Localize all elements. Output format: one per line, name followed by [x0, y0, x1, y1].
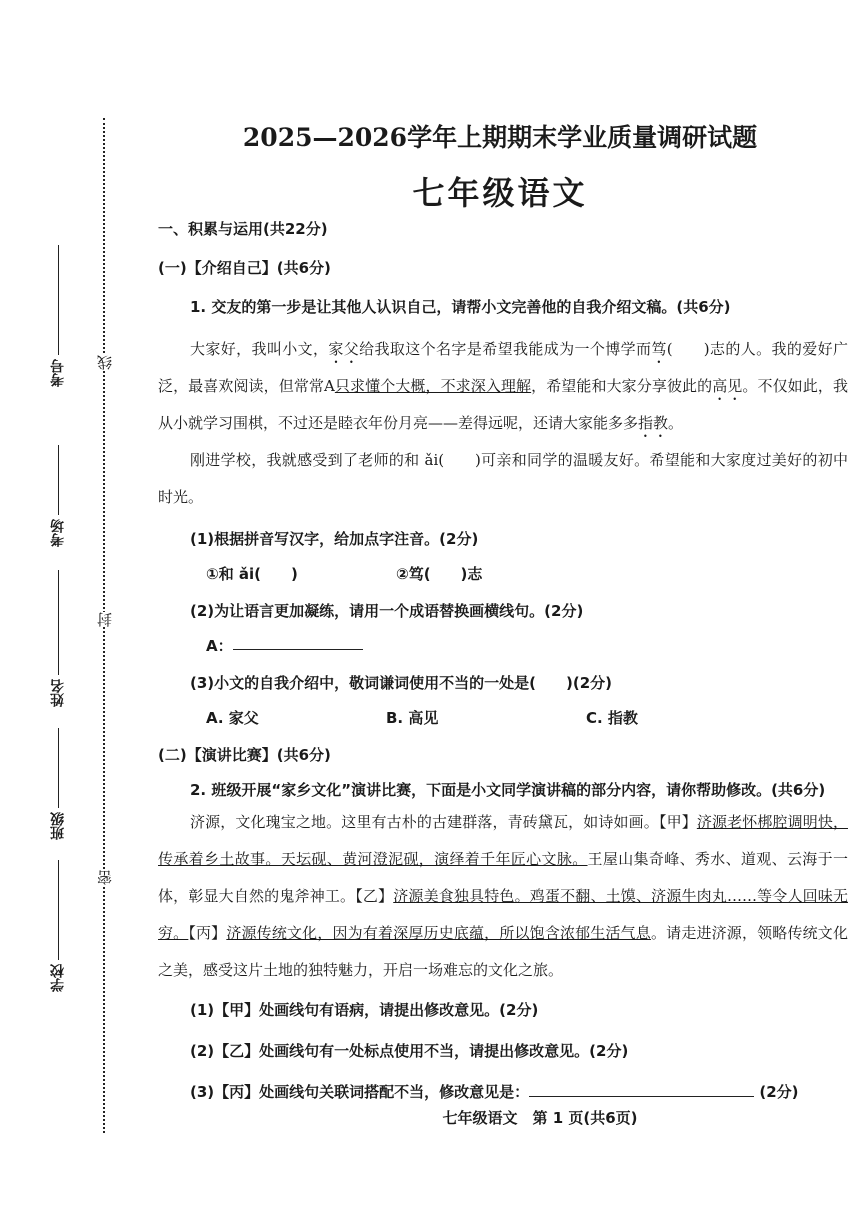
- answer-line-bing[interactable]: [529, 1082, 754, 1097]
- field-exam-room[interactable]: 考场: [36, 445, 80, 547]
- field-school[interactable]: 学校: [36, 860, 80, 992]
- q1-sub1-blanks: [158, 563, 848, 584]
- option-a[interactable]: A. 家父: [206, 709, 259, 727]
- dotted-word-zhijiao: 指教: [638, 414, 669, 432]
- field-name[interactable]: 姓名: [36, 570, 80, 707]
- q2-sub3: (3)【丙】处画线句关联词搭配不当，修改意见是： (2分): [190, 1083, 799, 1101]
- question-1-prompt: 1. 交友的第一步是让其他人认识自己，请帮小文完善他的自我介绍文稿。(共6分): [190, 298, 731, 316]
- field-exam-number[interactable]: 考号: [36, 245, 80, 387]
- speech-passage: 济源，文化瑰宝之地。这里有古朴的古建群落，青砖黛瓦，如诗如画。【甲】济源老怀梆腔调明快，传承着乡土故事。天坛砚、黄河澄泥砚，演绎着千年匠心文脉。王屋山集奇峰、秀水、道观、云海于一体，彰显大自然的鬼斧神工。【乙】济源美食独具特色。鸡蛋不翻、土馍、济源牛肉丸……等令人回味无穷。【丙】济源传统文化，因为有着深厚历史底蕴，所以饱含浓郁生活气息。请走进济源，领略传统文化之美，感受这片土地的独特魅力，开启一场难忘的文化之旅。: [158, 813, 848, 979]
- cut-word-xian: 线: [96, 355, 114, 370]
- blank-du-zhi[interactable]: ②笃( )志: [396, 565, 483, 583]
- option-c[interactable]: C. 指教: [586, 709, 638, 727]
- q2-sub1: (1)【甲】处画线句有语病，请提出修改意见。(2分): [190, 1001, 539, 1019]
- cut-word-mi: 密: [96, 870, 114, 885]
- intro-passage-para2: 刚进学校，我就感受到了老师的和 ǎi( )可亲和同学的温暖友好。希望能和大家度过美好的初中时光。: [158, 451, 848, 506]
- dotted-word-jiafu: 家父: [328, 340, 360, 358]
- q2-sub2: (2)【乙】处画线句有一处标点使用不当，请提出修改意见。(2分): [190, 1042, 629, 1060]
- answer-line-a[interactable]: [233, 635, 363, 650]
- option-b[interactable]: B. 高见: [386, 709, 439, 727]
- blank-he-ai[interactable]: ①和 ǎi( ): [206, 565, 298, 583]
- dotted-char-du: 笃: [651, 340, 667, 358]
- part1-heading: 一、积累与运用(共22分): [158, 220, 328, 238]
- q1-sub3-options: [158, 707, 848, 728]
- underlined-sentence-yi: 济源美食独具特色。鸡蛋不翻、土馍、济源牛肉丸……等令人回味无穷。: [158, 887, 848, 942]
- exam-subject: 七年级语文: [412, 174, 588, 212]
- q1-sub3: (3)小文的自我介绍中，敬词谦词使用不当的一处是( )(2分): [190, 674, 613, 692]
- underlined-sentence-jia: 济源老怀梆腔调明快，传承着乡土故事。天坛砚、黄河澄泥砚，演绎着千年匠心文脉。: [158, 813, 848, 868]
- q1-sub2-answer: A：: [158, 635, 848, 656]
- underlined-sentence-a: 只求懂个大概，不求深入理解: [334, 377, 532, 395]
- q1-sub2: (2)为让语言更加凝练，请用一个成语替换画横线句。(2分): [190, 602, 584, 620]
- exam-title: 2025—2026学年上期期末学业质量调研试题: [242, 123, 758, 152]
- section2-heading: (二)【演讲比赛】(共6分): [158, 746, 331, 764]
- dotted-word-gaojian: 高见: [712, 377, 743, 395]
- exam-content: [158, 218, 848, 1116]
- cut-word-feng: 封: [96, 612, 114, 627]
- question-2-prompt: 2. 班级开展“家乡文化”演讲比赛，下面是小文同学演讲稿的部分内容，请你帮助修改。(共6分): [190, 781, 826, 799]
- field-class[interactable]: 班级: [36, 728, 80, 840]
- intro-passage-para1: 大家好，我叫小文，家父给我取这个名字是希望我能成为一个博学而笃( )志的人。我的爱好广泛，最喜欢阅读，但常常A只求懂个大概，不求深入理解，希望能和大家分享彼此的高见。不仅如此，我从小就学习围棋，不过还是睦衣年份月亮——差得远呢，还请大家能多多指教。: [158, 340, 848, 432]
- underlined-sentence-bing: 济源传统文化，因为有着深厚历史底蕴，所以饱含浓郁生活气息: [226, 924, 651, 942]
- section1-heading: (一)【介绍自己】(共6分): [158, 259, 331, 277]
- page-footer: 七年级语文 第 1 页(共6页): [442, 1109, 638, 1127]
- q1-sub1: (1)根据拼音写汉字，给加点字注音。(2分): [190, 530, 479, 548]
